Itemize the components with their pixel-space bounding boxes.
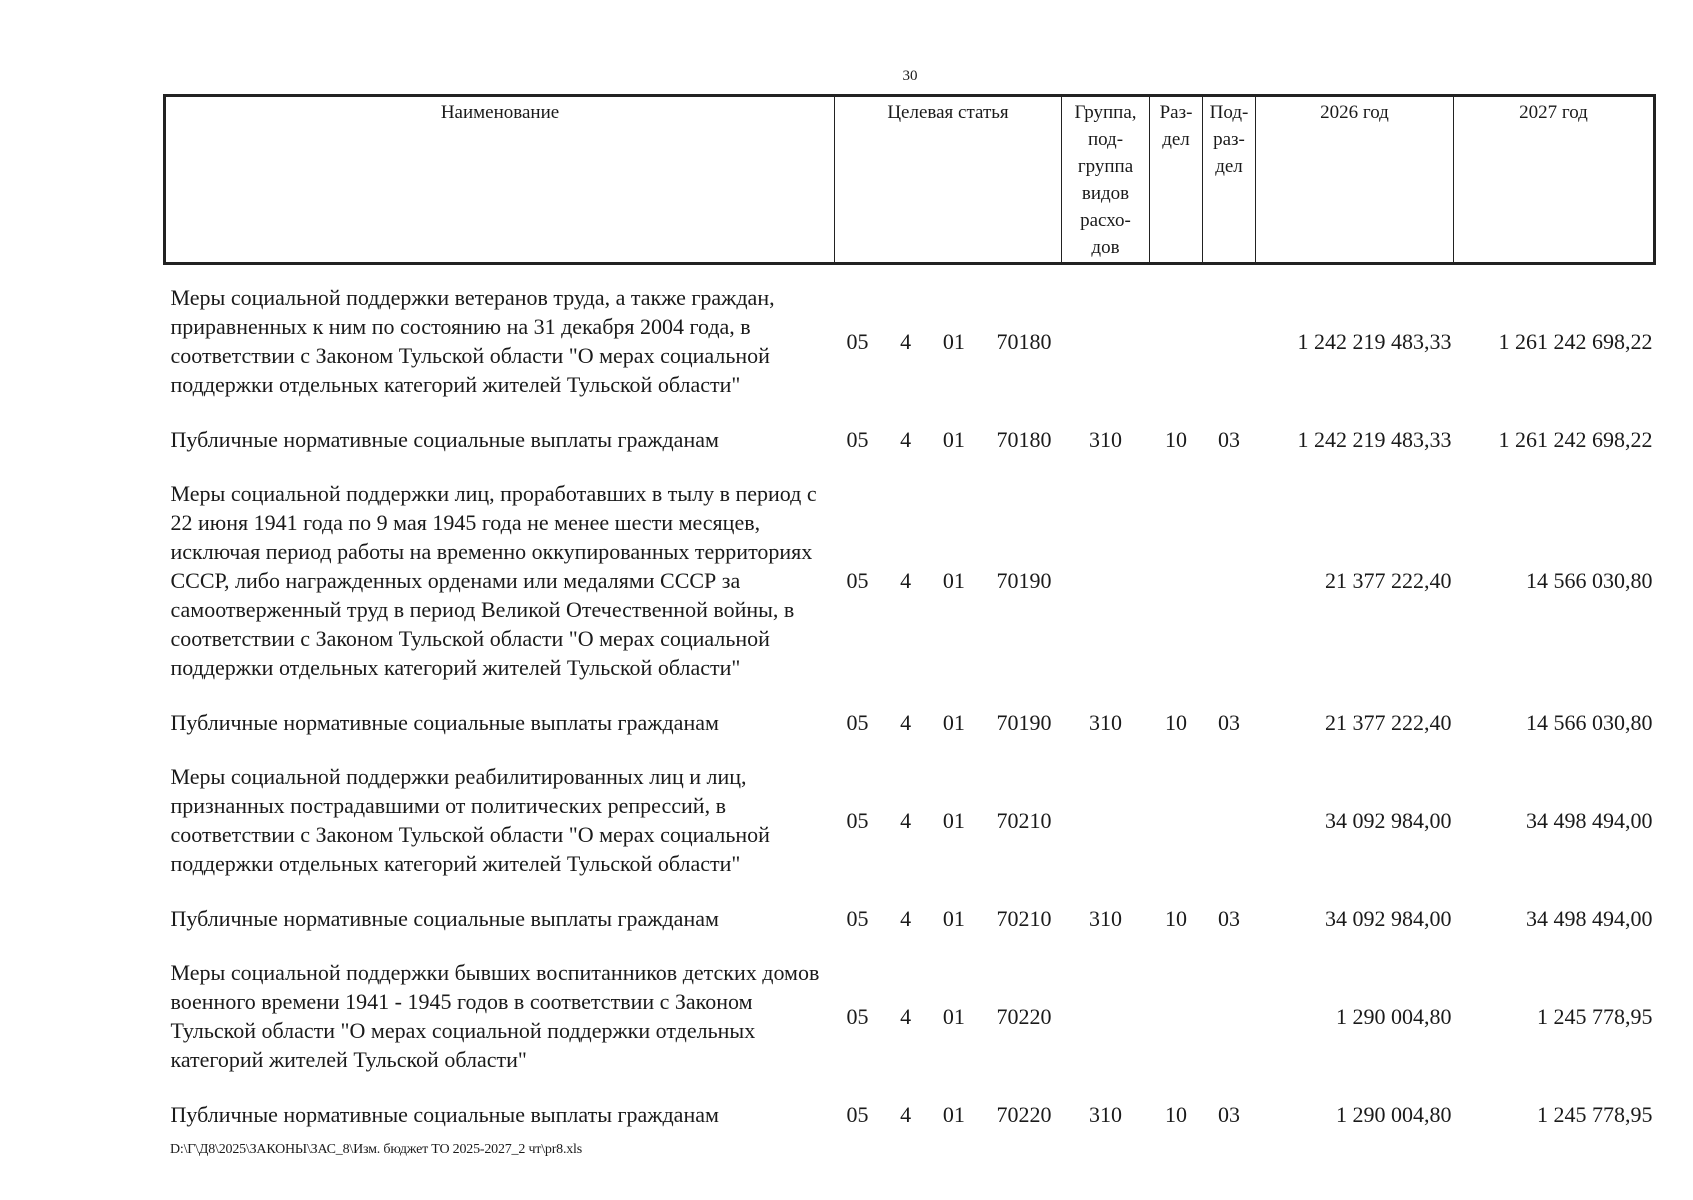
row-2026: 1 242 219 483,33: [1297, 426, 1452, 452]
row-name: Публичные нормативные социальные выплаты гражданам: [170, 1101, 719, 1127]
header-group-line: Группа,: [1074, 102, 1137, 123]
spacer-cell: [165, 940, 1655, 958]
table-header: [165, 96, 1655, 264]
spacer-cell: [165, 682, 1655, 700]
row-group: 310: [1089, 905, 1122, 931]
row-target-code: [835, 700, 1062, 744]
budget-table: [163, 94, 1656, 1136]
table-body: [165, 264, 1655, 1137]
row-name: Меры социальной поддержки реабилитированных лиц и лиц, признанных пострадавшими от политических репрессий, в соответствии с Законом Тульской области "О мерах социальной поддержки отдельных категорий жителей Тульской области": [170, 764, 770, 876]
header-section: [1150, 96, 1203, 264]
header-subsection-line: раз-: [1213, 129, 1245, 150]
table-row: [165, 762, 1655, 878]
row-2027: 34 498 494,00: [1526, 905, 1653, 931]
target-code-c2: 4: [900, 709, 912, 735]
row-section: [1150, 762, 1203, 878]
target-code-c3: 01: [942, 426, 965, 452]
row-2027: 34 498 494,00: [1526, 807, 1653, 833]
table-row: [165, 417, 1655, 461]
file-path-footer: D:\Г\Д8\2025\ЗАКОНЫ\ЗАС_8\Изм. бюджет ТО 2025-2027_2 чт\pr8.xls: [170, 1142, 582, 1157]
row-subsection: [1203, 479, 1256, 682]
row-group: 310: [1089, 426, 1122, 452]
row-spacer: [165, 940, 1655, 958]
spacer-cell: [165, 744, 1655, 762]
target-code-c1: 05: [846, 709, 869, 735]
row-spacer: [165, 878, 1655, 896]
target-code-c3: 01: [942, 1003, 965, 1029]
header-section-line: Раз-: [1159, 102, 1193, 123]
header-2027: 2027 год: [1454, 96, 1655, 264]
row-subsection: [1203, 762, 1256, 878]
row-2026: 21 377 222,40: [1325, 709, 1452, 735]
row-section: [1150, 283, 1203, 399]
row-group: [1062, 283, 1150, 399]
header-subsection-line: дел: [1215, 156, 1243, 177]
row-name: Меры социальной поддержки лиц, проработавших в тылу в период с 22 июня 1941 года по 9 мая 1945 года не менее шести месяцев, исключая период работы на временно оккупированных территориях СССР, либо награжденных орденами или медалями СССР за самоотверженный труд в период Великой Отечественной войны, в соответствии с Законом Тульской области "О мерах социальной поддержки отдельных категорий жителей Тульской области": [170, 481, 817, 680]
target-code-c1: 05: [846, 426, 869, 452]
row-target-code: [835, 896, 1062, 940]
row-group: 310: [1089, 709, 1122, 735]
row-name: Меры социальной поддержки бывших воспитанников детских домов военного времени 1941 - 1945 годов в соответствии с Законом Тульской области "О мерах социальной поддержки отдельных категорий жителей Тульской области": [170, 960, 820, 1072]
target-code-c1: 05: [846, 1003, 869, 1029]
target-code-c3: 01: [942, 905, 965, 931]
row-section: 10: [1165, 905, 1187, 931]
header-name: Наименование: [165, 96, 835, 264]
table-row: [165, 700, 1655, 744]
target-code-c1: 05: [846, 1101, 869, 1127]
target-code-c1: 05: [846, 328, 869, 354]
target-code-parts: [835, 425, 1062, 454]
row-2026: 1 242 219 483,33: [1297, 328, 1452, 354]
target-code-c3: 01: [942, 568, 965, 593]
header-group-line: расхо-: [1080, 210, 1131, 231]
row-target-code: [835, 1092, 1062, 1136]
spacer-cell: [165, 264, 1655, 284]
target-code-parts: [835, 806, 1062, 835]
target-code-c2: 4: [900, 1003, 912, 1029]
target-code-c3: 01: [942, 1101, 965, 1127]
row-name: Публичные нормативные социальные выплаты гражданам: [170, 709, 719, 735]
row-2027: 14 566 030,80: [1526, 568, 1653, 593]
target-code-c2: 4: [900, 328, 912, 354]
row-group: [1062, 958, 1150, 1074]
target-code-c4: 70220: [996, 1101, 1052, 1127]
row-subsection: [1203, 283, 1256, 399]
table-row: [165, 283, 1655, 399]
row-group: 310: [1089, 1101, 1122, 1127]
target-code-c4: 70190: [996, 709, 1052, 735]
row-2027: 1 245 778,95: [1537, 1003, 1653, 1029]
target-code-c3: 01: [942, 328, 965, 354]
row-subsection: 03: [1218, 905, 1240, 931]
row-2027: 1 261 242 698,22: [1498, 328, 1653, 354]
header-group-line: под-: [1087, 129, 1124, 150]
row-section: [1150, 958, 1203, 1074]
row-2026: 34 092 984,00: [1325, 905, 1452, 931]
row-2027: 14 566 030,80: [1526, 709, 1653, 735]
row-spacer: [165, 1074, 1655, 1092]
header-group-line: группа: [1077, 156, 1134, 177]
row-target-code: [835, 479, 1062, 682]
target-code-c4: 70220: [996, 1003, 1052, 1029]
row-target-code: [835, 417, 1062, 461]
row-section: 10: [1165, 709, 1187, 735]
header-subsection: [1203, 96, 1256, 264]
target-code-c2: 4: [900, 1101, 912, 1127]
header-group-line: видов: [1081, 183, 1130, 204]
row-target-code: [835, 283, 1062, 399]
row-spacer: [165, 399, 1655, 417]
spacer-cell: [165, 461, 1655, 479]
page-number: 30: [902, 68, 918, 84]
header-target: Целевая статья: [835, 96, 1062, 264]
row-section: [1150, 479, 1203, 682]
row-2027: 1 245 778,95: [1537, 1101, 1653, 1127]
target-code-c4: 70210: [996, 905, 1052, 931]
header-subsection-line: Под-: [1209, 102, 1249, 123]
row-2026: 1 290 004,80: [1336, 1101, 1452, 1127]
target-code-c4: 70190: [996, 568, 1052, 593]
spacer-cell: [165, 878, 1655, 896]
row-2026: 21 377 222,40: [1325, 568, 1452, 593]
row-group: [1062, 479, 1150, 682]
target-code-c2: 4: [900, 905, 912, 931]
target-code-c2: 4: [900, 568, 912, 593]
row-name: Публичные нормативные социальные выплаты гражданам: [170, 426, 719, 452]
row-spacer: [165, 744, 1655, 762]
target-code-c1: 05: [846, 905, 869, 931]
row-section: 10: [1165, 426, 1187, 452]
target-code-c1: 05: [846, 807, 869, 833]
row-spacer: [165, 461, 1655, 479]
target-code-c2: 4: [900, 807, 912, 833]
target-code-c1: 05: [846, 568, 869, 593]
header-group-line: дов: [1091, 237, 1120, 258]
target-code-parts: [835, 327, 1062, 356]
row-name: Публичные нормативные социальные выплаты гражданам: [170, 905, 719, 931]
table-row: [165, 479, 1655, 682]
row-2026: 34 092 984,00: [1325, 807, 1452, 833]
spacer-cell: [165, 1074, 1655, 1092]
row-name: Меры социальной поддержки ветеранов труда, а также граждан, приравненных к ним по состоянию на 31 декабря 2004 года, в соответствии с Законом Тульской области "О мерах социальной поддержки отдельных категорий жителей Тульской области": [170, 285, 775, 397]
row-group: [1062, 762, 1150, 878]
header-2026: 2026 год: [1256, 96, 1454, 264]
spacer-cell: [165, 399, 1655, 417]
row-spacer: [165, 682, 1655, 700]
table-row: [165, 896, 1655, 940]
target-code-c4: 70210: [996, 807, 1052, 833]
target-code-parts: [835, 904, 1062, 933]
row-subsection: 03: [1218, 426, 1240, 452]
row-target-code: [835, 958, 1062, 1074]
target-code-parts: [835, 566, 1062, 595]
target-code-c4: 70180: [996, 426, 1052, 452]
table-row: [165, 1092, 1655, 1136]
target-code-c3: 01: [942, 709, 965, 735]
target-code-c4: 70180: [996, 328, 1052, 354]
row-spacer: [165, 264, 1655, 284]
row-subsection: 03: [1218, 1101, 1240, 1127]
row-2026: 1 290 004,80: [1336, 1003, 1452, 1029]
row-section: 10: [1165, 1101, 1187, 1127]
header-group: [1062, 96, 1150, 264]
row-target-code: [835, 762, 1062, 878]
target-code-parts: [835, 708, 1062, 737]
table-row: [165, 958, 1655, 1074]
target-code-parts: [835, 1002, 1062, 1031]
row-subsection: [1203, 958, 1256, 1074]
row-2027: 1 261 242 698,22: [1498, 426, 1653, 452]
row-subsection: 03: [1218, 709, 1240, 735]
target-code-parts: [835, 1100, 1062, 1129]
target-code-c3: 01: [942, 807, 965, 833]
header-section-line: дел: [1162, 129, 1190, 150]
target-code-c2: 4: [900, 426, 912, 452]
budget-table-container: [163, 94, 1653, 1136]
